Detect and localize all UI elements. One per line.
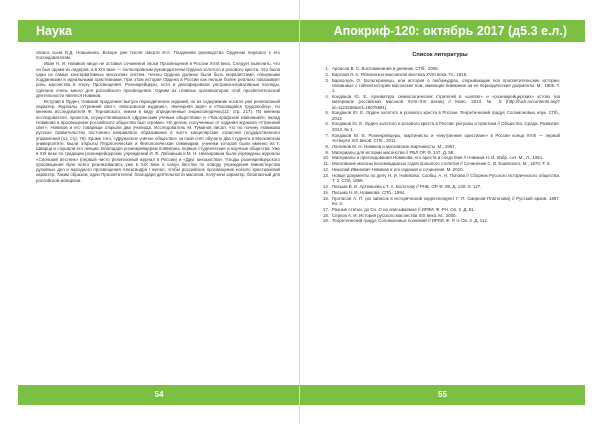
reference-number: 4.: [325, 94, 329, 100]
reference-text: Кондаков Ю. Е. Архиватура семиологических стратегий в «шляпе» и «розенкрейцерских» устоях (на материале российских масонов XVIII–XIX веков) // Кемо. 2013. № 5 (http://fuck.ru/contents.asp?id=1123268&ref=19075891).: [332, 94, 560, 110]
reference-item: [320, 213, 560, 218]
reference-text: Теоретический градус Соломоновых познаний // ИРЛИ. Ф. Р. II. Оп. 2. Д. 112.: [332, 218, 489, 224]
reference-item: [320, 144, 560, 149]
reference-text: Разные статьи, до Сн. О на описываемое // ИРЛИ, Ф. РН. Оп. 2. Д. 81.: [332, 206, 475, 212]
left-page-header: Наука: [18, 20, 300, 42]
reference-number: 6.: [325, 121, 329, 127]
reference-text: Серков А. И. История русского масонства XIX века. М., 2000.: [332, 212, 457, 218]
reference-number: 3.: [325, 77, 329, 83]
references-list: [320, 66, 560, 224]
reference-text: Материалы для истории масонства // РБЛ ОР. Ф. 147. Д. 98.: [332, 149, 455, 155]
reference-item: [320, 66, 560, 71]
reference-text: Новые документы по делу Н. И. Новикова. Сообщ. А. Н. Попова // Сборник Русского исторического общества. Т. 2. СПб, 1868.: [332, 172, 560, 184]
reference-number: 14.: [322, 183, 329, 189]
reference-item: [320, 218, 560, 223]
reference-number: 7.: [325, 132, 329, 138]
reference-number: 10.: [322, 155, 329, 161]
reference-number: 1.: [325, 66, 329, 71]
reference-item: [320, 121, 560, 132]
reference-number: 15.: [322, 189, 329, 195]
reference-item: [320, 190, 560, 195]
reference-text: Московские масоны восемнадцатых годов прошлого столетия // Сочинения С. В. Ешевского. М., 1870. Т. 3.: [332, 161, 551, 167]
reference-item: [320, 173, 560, 184]
paragraph: Иван Н. И. Новиков нигде не оставил сочинения эпохи Просвещения в России XVIII века. Следует выяснить, что он был одним из лидеров, а в XIX веке — полноправным руководителем Ордена золотого и розового креста. Это была одна из самых консервативных масонских систем. Члены Ордена должны были быть моралистами, покорными подданными и идеальными христианами. При этом история Ордена в России как нельзя более реально показывает роль масонства в эпоху Просвещения. Розенкрейцеры, хотя и декларировали ультраконсервативные взгляды, сделали очень много для российского просвещения. Одним из главных организаторов этой просветительской деятельности являлся Новиков.: [36, 61, 280, 98]
reference-number: 2.: [325, 71, 329, 77]
reference-text: Кондаков Ю. Е. Розенкрейцеры, мартинисты и «внутренние христиане» в России конца XVIII — первой четверти XIX веков. СПб., 2011.: [332, 132, 560, 143]
reference-item: [320, 155, 560, 160]
left-page-number: 54: [18, 385, 300, 405]
reference-item: [320, 150, 560, 155]
reference-item: [320, 133, 560, 144]
reference-text: Письма В. В. Артемьева к Т. А. Болотову // РНБ. ОР. Ф. 89. Д. 130. Л. 127.: [332, 183, 482, 189]
reference-text: Кондаков Ю. Е. Орден золотого и розового креста в России: ритуалы и практики // Общество. Среда. Развитие. 2013. № 1.: [332, 121, 560, 132]
reference-text: Николай Иванович Новиков и его издания и сочинения. М. 2010.: [332, 167, 464, 173]
reference-number: 8.: [325, 143, 329, 149]
reference-number: 17.: [322, 206, 329, 212]
reference-item: [320, 110, 560, 121]
paragraph: Вступив в Орден, Новиков продолжил выпуск периодических изданий, но их содержание носило уже религиозный характер. Журналы «Утренний свет», «Московское издание», «Вечерняя заря» и «Покоящийся трудолюбец», по мнению исследователя Ф. Терновского, никем в виду определенные энциклопедичны(12, стр. 217). По мнению исследователя, проектов, осуществлявшихся «Дружеским учёным обществом» и «Типографской компанией», вклад Новикова в просвещение российского общества был огромен. Не делом, полученные от издания журнала «Утренний свет», Новиков и его товарищи открыли два училища. Исследователь М. Туманов писал, что по почину Новикова русское правительство постоянно направляло образование в чисто канцелярские отраслей государственного управления (12, стр. 76). Кроме того, «Дружеское учёное общество» за свой счёт обучало два студента в Московском университете. Были открыты Педагогическая и Филологическая семинарии, ученики которой были именно из Г. Шварца и слушали его лекции. Благодаря розенкрейцерам появились первые студенческие и научные общества. Уже в XIX веке по традиции розенкрейцерских учреждений И. Ф. Лабзиным и М. Н. Невзоровым были учреждены журналы «Сионский вестник» (первый чисто религиозный журнал в России) и «Друг юношества». Плоды розенкрейцерского просвещения ярче всего реализовались уже в XIX веке в канун бегства по поводу учреждения Министерства духовных дел и народного просвещения Александра I желал, чтобы российское просвещение носило христианский характер. Таким образом, идеи Просветителей, благодаря деятельности масонов, получили характер, безопасный для российской монархии.: [36, 98, 280, 183]
reference-item: [320, 161, 560, 166]
reference-text: Лонгинов М. Н. Новиков и московские мартинисты. М., 1867.: [332, 143, 456, 149]
reference-text: Материалы и преследования Новикова, его ареста и следствия // Новиков Н. И. Избр. соч. М., Л., 1951.: [332, 155, 544, 161]
right-page-number: 55: [300, 385, 585, 405]
reference-item: [320, 94, 560, 110]
reference-number: 5.: [325, 110, 329, 116]
reference-text: Бархолуль О. Вольтерианцы, или история о любомудрах, открывающие все просветительские истории, связанные с тайной истории масонских лож, имеющие внимание на ее периодические документы. М.: 1805. Т. 1.: [332, 77, 560, 94]
reference-item: [320, 207, 560, 212]
right-page-header: Апокриф-120: октябрь 2017 (д5.3 е.л.): [300, 20, 585, 42]
reference-text: Аронсон В. С. Воспоминания и дневник. СПб., 2005.: [332, 66, 439, 71]
reference-number: 12.: [322, 167, 329, 173]
reference-item: [320, 78, 560, 94]
references-title: Список литературы: [412, 52, 468, 58]
reference-text: Протасов А. П. (из записок в исторический корреспондент Г. П. Смирнов-Платонова) // Русский архив. 1897. Кн. 3.: [332, 195, 560, 206]
reference-text: Письма Н. И. Новикова. СПб., 1994.: [332, 189, 406, 195]
reference-number: 18.: [322, 212, 329, 218]
reference-item: [320, 196, 560, 207]
reference-item: [320, 184, 560, 189]
paragraph: своего сына В.Д. Новьинина. Вскоре уже после смерти И.А. Позднеева руководство Орденом перешло к его последователям.: [36, 50, 280, 61]
reference-number: 9.: [325, 149, 329, 155]
reference-number: 16.: [322, 195, 329, 201]
reference-text: Барская Л. А. Религиозно-масонская мистика XVIII века. Пг., 1915.: [332, 71, 468, 77]
reference-number: 19.: [322, 218, 329, 224]
reference-number: 13.: [322, 172, 329, 178]
reference-item: [320, 72, 560, 77]
reference-number: 11.: [323, 161, 329, 167]
reference-text: Кондаков Ю. Е. Орден золотого и розового креста в России. Теоретический градус Соломоновых наук. СПб., 2012: [332, 110, 560, 121]
reference-item: [320, 167, 560, 172]
left-page-body: [36, 50, 280, 184]
